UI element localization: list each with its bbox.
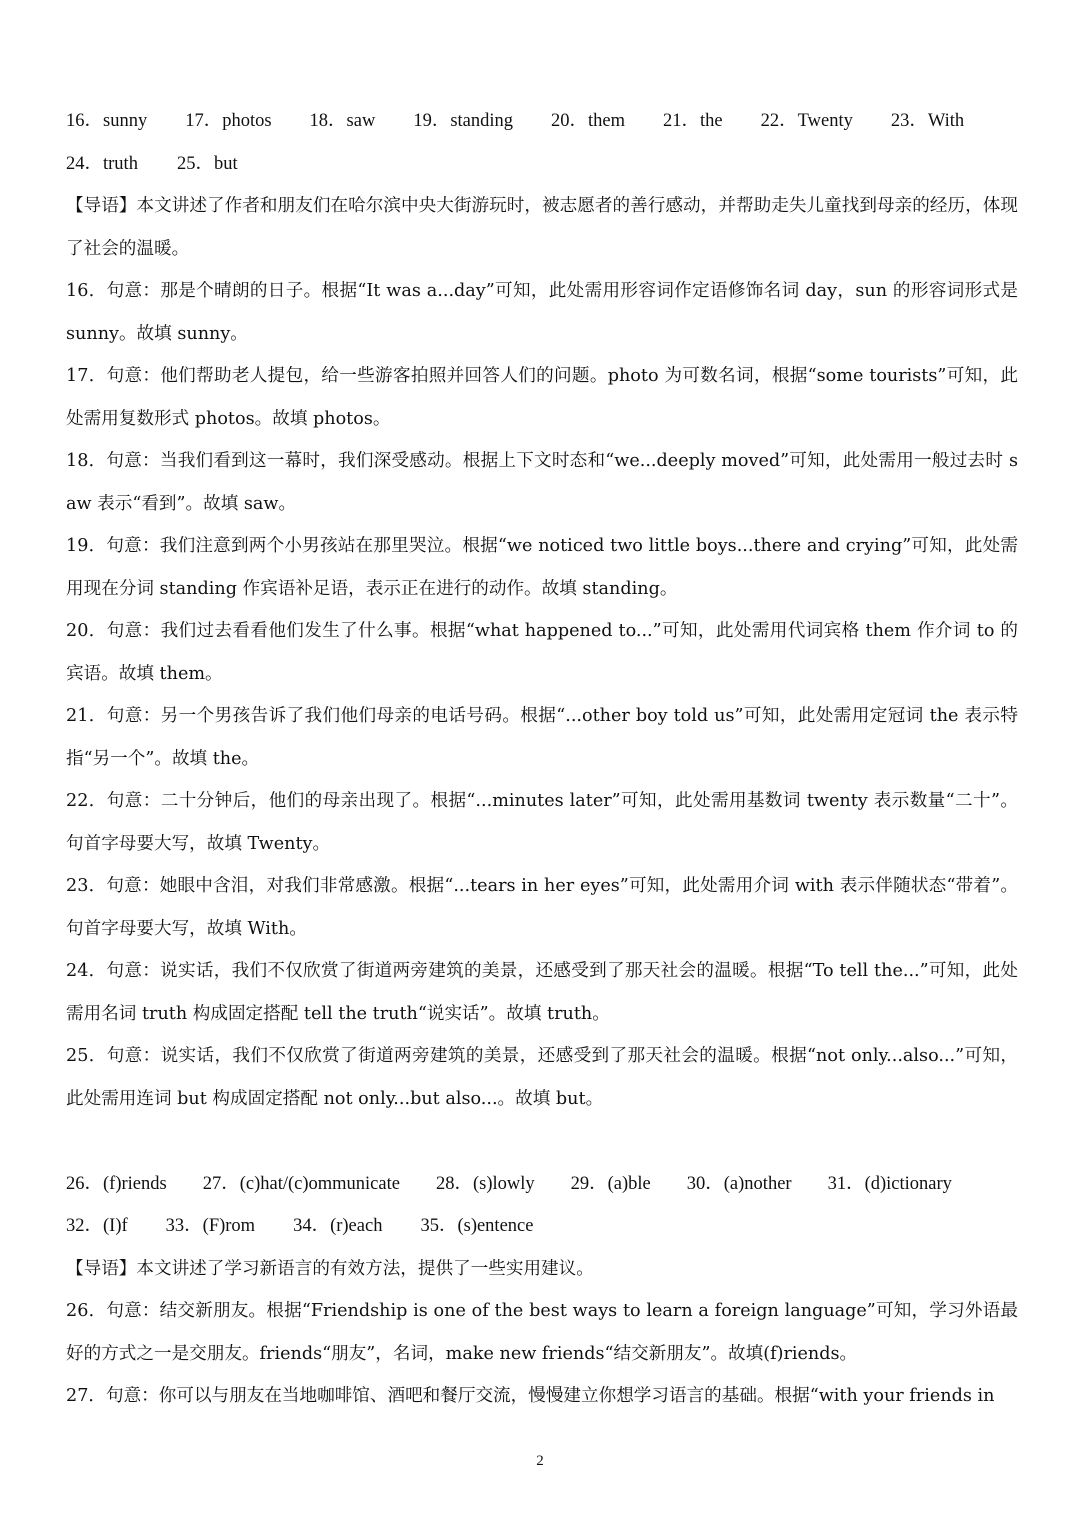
explanation-paragraph: 18．句意：当我们看到这一幕时，我们深受感动。根据上下文时态和“we...deeply moved”可知，此处需用一般过去时 saw 表示“看到”。故填 saw。	[66, 451, 1018, 514]
answer-key-row	[66, 1205, 1018, 1248]
answer-item: 27．(c)hat/(c)ommunicate	[202, 1173, 400, 1194]
explanation-paragraph: 16．句意：那是个晴朗的日子。根据“It was a...day”可知，此处需用形容词作定语修饰名词 day，sun 的形容词形式是 sunny。故填 sunny。	[66, 281, 1018, 344]
answer-item: 24．truth	[66, 153, 138, 174]
answer-item: 31．(d)ictionary	[827, 1173, 952, 1194]
page-number: 2	[536, 1453, 544, 1469]
answer-item: 17．photos	[185, 111, 272, 131]
answer-item: 26．(f)riends	[66, 1173, 167, 1194]
explanation-paragraph: 19．句意：我们注意到两个小男孩站在那里哭泣。根据“we noticed two little boys...there and crying”可知，此处需用现在分词 standing 作宾语补足语，表示正在进行的动作。故填 standing。	[66, 536, 1018, 599]
answer-item: 28．(s)lowly	[435, 1173, 535, 1194]
answer-item: 22．Twenty	[760, 111, 853, 131]
answer-item: 35．(s)entence	[420, 1216, 534, 1236]
explanation-paragraph: 27．句意：你可以与朋友在当地咖啡馆、酒吧和餐厅交流，慢慢建立你想学习语言的基础。根据“with your friends in	[66, 1386, 995, 1406]
answer-item: 30．(a)nother	[686, 1173, 792, 1194]
answer-item: 16．sunny	[66, 111, 148, 131]
explanation-paragraph: 20．句意：我们过去看看他们发生了什么事。根据“what happened to...”可知，此处需用代词宾格 them 作介词 to 的宾语。故填 them。	[66, 621, 1018, 684]
intro-paragraph: 【导语】本文讲述了学习新语言的有效方法，提供了一些实用建议。	[66, 1258, 594, 1279]
explanation-paragraph: 26．句意：结交新朋友。根据“Friendship is one of the best ways to learn a foreign language”可知，学习外语最好的方式之一是交朋友。friends“朋友”，名词，make new friends“结交新朋友”。故填(f)riends。	[66, 1301, 1018, 1364]
answer-item: 18．saw	[309, 111, 376, 131]
answer-item: 19．standing	[413, 111, 514, 131]
answer-key-row	[66, 1163, 1018, 1206]
answer-item: 20．them	[551, 111, 626, 131]
explanation-paragraph: 21．句意：另一个男孩告诉了我们他们母亲的电话号码。根据“...other boy told us”可知，此处需用定冠词 the 表示特指“另一个”。故填 the。	[66, 706, 1018, 769]
intro-paragraph: 【导语】本文讲述了作者和朋友们在哈尔滨中央大街游玩时，被志愿者的善行感动，并帮助走失儿童找到母亲的经历，体现了社会的温暖。	[66, 196, 1018, 259]
explanation-paragraph: 23．句意：她眼中含泪，对我们非常感激。根据“...tears in her eyes”可知，此处需用介词 with 表示伴随状态“带着”。句首字母要大写，故填 With。	[66, 876, 1018, 939]
answer-key-row	[66, 100, 1018, 143]
answer-item: 23．With	[890, 111, 965, 131]
section-gap	[66, 1120, 1018, 1163]
page-content	[66, 100, 1018, 1418]
explanation-paragraph: 24．句意：说实话，我们不仅欣赏了街道两旁建筑的美景，还感受到了那天社会的温暖。根据“To tell the...”可知，此处需用名词 truth 构成固定搭配 tell the truth“说实话”。故填 truth。	[66, 961, 1018, 1024]
answer-item: 21．the	[663, 111, 723, 131]
explanation-paragraph: 22．句意：二十分钟后，他们的母亲出现了。根据“...minutes later”可知，此处需用基数词 twenty 表示数量“二十”。句首字母要大写，故填 Twenty。	[66, 791, 1018, 854]
explanation-paragraph: 17．句意：他们帮助老人提包，给一些游客拍照并回答人们的问题。photo 为可数名词，根据“some tourists”可知，此处需用复数形式 photos。故填 photos。	[66, 366, 1018, 429]
answer-item: 33．(F)rom	[165, 1216, 256, 1236]
answer-item: 34．(r)each	[293, 1216, 383, 1236]
explanation-paragraph: 25．句意：说实话，我们不仅欣赏了街道两旁建筑的美景，还感受到了那天社会的温暖。根据“not only...also...”可知，此处需用连词 but 构成固定搭配 not only...but also...。故填 but。	[66, 1046, 1018, 1109]
answer-key-row	[66, 143, 1018, 186]
answer-item: 25．but	[176, 153, 238, 174]
answer-item: 32．(I)f	[66, 1216, 128, 1236]
answer-item: 29．(a)ble	[570, 1173, 651, 1194]
